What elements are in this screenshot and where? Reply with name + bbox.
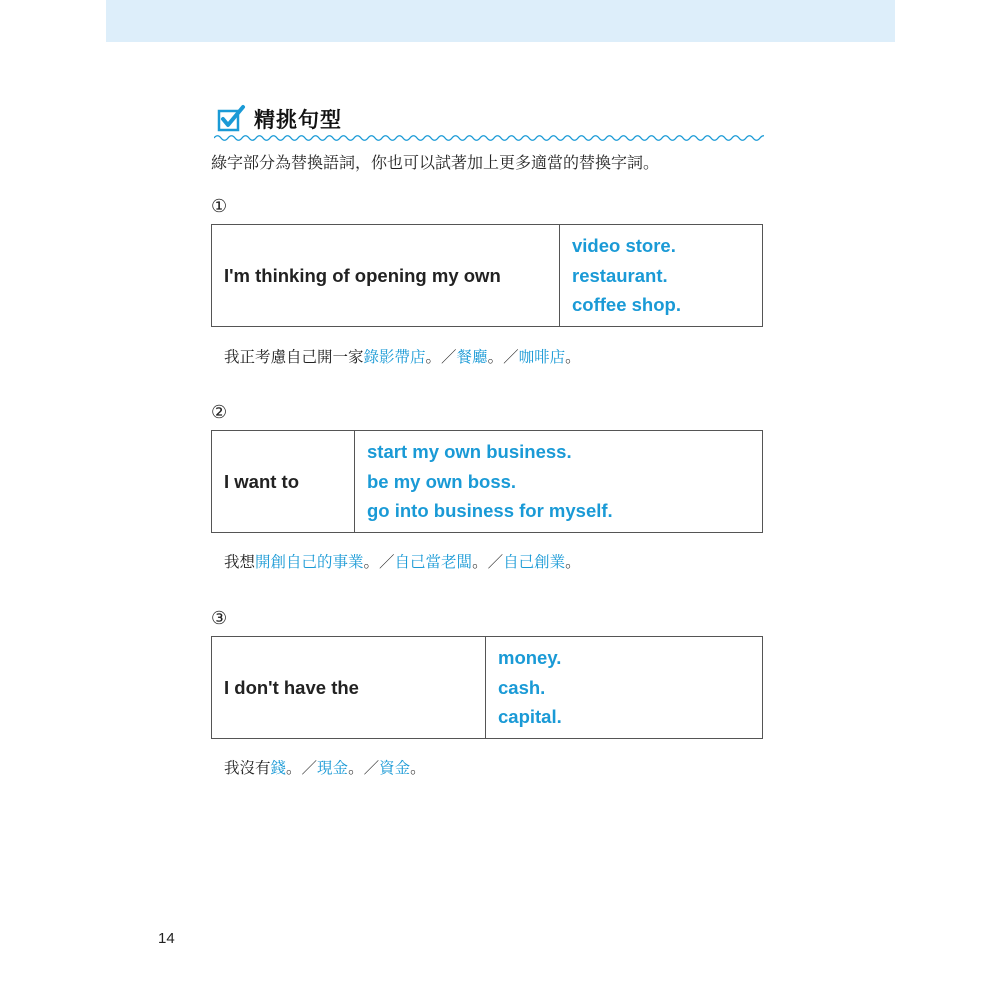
pattern-table <box>211 224 763 327</box>
pattern-stem: I want to <box>212 431 355 533</box>
translation-part: 。／ <box>363 553 395 571</box>
translation-part: 。 <box>410 759 426 777</box>
translation <box>224 756 426 778</box>
translation-part: 餐廳 <box>456 348 488 366</box>
option-text: start my own business. <box>367 441 572 463</box>
wavy-divider <box>214 133 764 143</box>
intro-text: 綠字部分為替換語詞，你也可以試著加上更多適當的替換字詞。 <box>211 153 660 172</box>
translation-prefix: 我正考慮自己開一家 <box>224 348 364 366</box>
translation-part: 。 <box>565 553 581 571</box>
translation-prefix: 我沒有 <box>224 759 271 777</box>
option-text: coffee shop. <box>572 294 681 316</box>
translation-part: 自己創業 <box>503 553 566 571</box>
translation-part: 自己當老闆 <box>394 553 473 571</box>
pattern-stem: I don't have the <box>212 637 486 739</box>
top-color-band <box>106 0 895 42</box>
pattern-number: ② <box>211 402 228 423</box>
option-text: restaurant. <box>572 264 668 286</box>
translation-part: 開創自己的事業 <box>255 553 364 571</box>
option-text: be my own boss. <box>367 470 517 492</box>
translation-part: 。／ <box>348 759 380 777</box>
page-number: 14 <box>158 930 175 947</box>
translation-part: 。 <box>565 348 581 366</box>
translation-part: 錢 <box>270 759 287 777</box>
option-text: video store. <box>572 235 676 257</box>
translation-part: 資金 <box>379 759 411 777</box>
translation-part: 咖啡店 <box>518 348 566 366</box>
pattern-table <box>211 430 763 533</box>
option-text: money. <box>498 647 562 669</box>
checkbox-check-icon <box>216 104 246 134</box>
pattern-options <box>560 225 763 327</box>
option-text: capital. <box>498 706 562 728</box>
translation-part: 現金 <box>317 759 349 777</box>
option-text: cash. <box>498 676 546 698</box>
translation-part: 。／ <box>487 348 519 366</box>
translation-prefix: 我想 <box>224 553 256 571</box>
pattern-stem: I'm thinking of opening my own <box>212 225 560 327</box>
pattern-options <box>486 637 763 739</box>
section-title: 精挑句型 <box>254 108 342 132</box>
translation <box>224 550 581 572</box>
pattern-number: ③ <box>211 608 228 629</box>
pattern-options <box>355 431 763 533</box>
translation-part: 。／ <box>472 553 504 571</box>
option-text: go into business for myself. <box>367 500 613 522</box>
translation <box>224 345 581 367</box>
translation-part: 。／ <box>425 348 457 366</box>
pattern-table <box>211 636 763 739</box>
translation-part: 錄影帶店 <box>363 348 426 366</box>
translation-part: 。／ <box>286 759 318 777</box>
pattern-number: ① <box>211 196 228 217</box>
